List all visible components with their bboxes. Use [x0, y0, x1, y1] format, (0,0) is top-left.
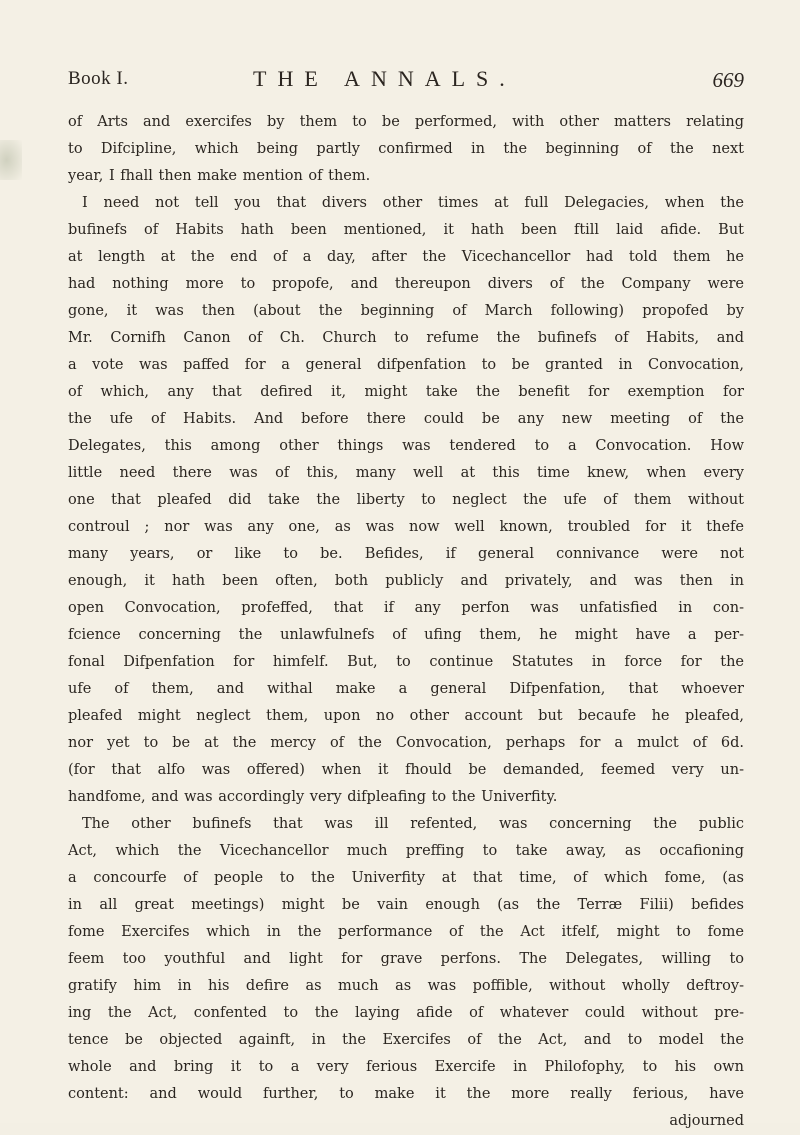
- text-line: ufe of them, and withal make a general Difpenfation, that whoever: [68, 681, 744, 697]
- text-line: pleafed might neglect them, upon no other account but becaufe he pleafed,: [68, 708, 744, 724]
- text-line: one that pleafed did take the liberty to neglect the ufe of them without: [68, 492, 744, 508]
- text-line: bufinefs of Habits hath been mentioned, it hath been ftill laid afide. But: [68, 222, 744, 238]
- text-line: a concourfe of people to the Univerfity at that time, of which fome, (as: [68, 870, 744, 886]
- text-line: controul ; nor was any one, as was now well known, troubled for it thefe: [68, 519, 744, 535]
- text-line: of Arts and exercifes by them to be performed, with other matters relating: [68, 114, 744, 130]
- text-line: Delegates, this among other things was tendered to a Convocation. How: [68, 438, 744, 454]
- text-line: of which, any that defired it, might take the benefit for exemption for: [68, 384, 744, 400]
- text-line: nor yet to be at the mercy of the Convocation, perhaps for a mulct of 6d.: [68, 735, 744, 751]
- text-line: fonal Difpenfation for himfelf. But, to continue Statutes in force for the: [68, 654, 744, 670]
- page-number: 669: [712, 68, 744, 92]
- book-label: Book I.: [68, 68, 129, 89]
- text-line: many years, or like to be. Befides, if general connivance were not: [68, 546, 744, 562]
- text-line: fcience concerning the unlawfulnefs of ufing them, he might have a per-: [68, 627, 744, 643]
- running-title: THE ANNALS.: [253, 66, 516, 91]
- text-line: content: and would further, to make it the more really ferious, have: [68, 1086, 744, 1102]
- text-line: gratify him in his defire as much as was poffible, without wholly deftroy-: [68, 978, 744, 994]
- paragraph-start-line: The other bufinefs that was ill refented, was concerning the public: [82, 816, 744, 832]
- text-line: fome Exercifes which in the performance of the Act itfelf, might to fome: [68, 924, 744, 940]
- text-line: Mr. Cornifh Canon of Ch. Church to refume the bufinefs of Habits, and: [68, 330, 744, 346]
- text-line: Act, which the Vicechancellor much preffing to take away, as occafioning: [68, 843, 744, 859]
- text-line: had nothing more to propofe, and thereupon divers of the Company were: [68, 276, 744, 292]
- text-line: the ufe of Habits. And before there could be any new meeting of the: [68, 411, 744, 427]
- text-line: in all great meetings) might be vain enough (as the Terræ Filii) befides: [68, 897, 744, 913]
- catchword: adjourned: [669, 1113, 744, 1129]
- text-line: ing the Act, confented to the laying afide of whatever could without pre-: [68, 1005, 744, 1021]
- text-line: open Convocation, profeffed, that if any perfon was unfatisfied in con-: [68, 600, 744, 616]
- text-line: little need there was of this, many well at this time knew, when every: [68, 465, 744, 481]
- text-line: to Difcipline, which being partly confirmed in the beginning of the next: [68, 141, 744, 157]
- text-line: gone, it was then (about the beginning of March following) propofed by: [68, 303, 744, 319]
- text-line: whole and bring it to a very ferious Exercife in Philofophy, to his own: [68, 1059, 744, 1075]
- text-line: (for that alfo was offered) when it fhould be demanded, feemed very un-: [68, 762, 744, 778]
- text-line: tence be objected againft, in the Exercifes of the Act, and to model the: [68, 1032, 744, 1048]
- text-line: a vote was paffed for a general difpenfation to be granted in Convocation,: [68, 357, 744, 373]
- text-line: handfome, and was accordingly very difpleafing to the Univerfity.: [68, 789, 558, 805]
- body-text: [68, 109, 744, 1135]
- text-line: feem too youthful and light for grave perfons. The Delegates, willing to: [68, 951, 744, 967]
- text-line: enough, it hath been often, both publicly and privately, and was then in: [68, 573, 744, 589]
- text-line: year, I fhall then make mention of them.: [68, 168, 371, 184]
- running-head: [68, 68, 744, 98]
- paragraph-start-line: I need not tell you that divers other times at full Delegacies, when the: [82, 195, 744, 211]
- page-stain: [0, 140, 22, 180]
- text-line: at length at the end of a day, after the Vicechancellor had told them he: [68, 249, 744, 265]
